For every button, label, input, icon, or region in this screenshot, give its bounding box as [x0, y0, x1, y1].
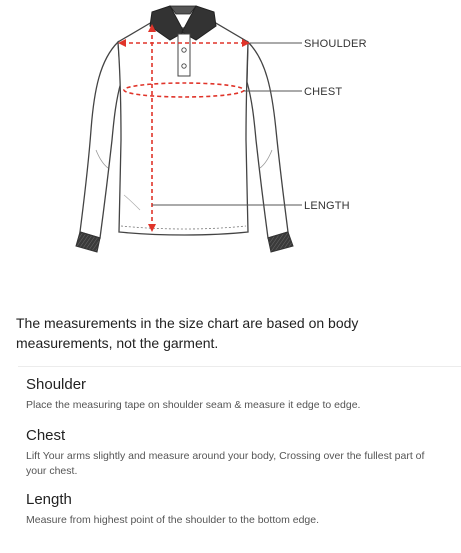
length-description: Measure from highest point of the shoulder to the bottom edge.: [26, 514, 320, 526]
length-section: [26, 490, 446, 528]
shirt-illustration: [0, 0, 461, 270]
length-title: Length: [26, 491, 72, 508]
left-sleeve: [80, 42, 121, 238]
shoulder-title: Shoulder: [26, 376, 87, 393]
right-sleeve: [247, 42, 288, 238]
button: [182, 48, 186, 52]
shoulder-description: Place the measuring tape on shoulder seam & measure it edge to edge.: [26, 399, 361, 411]
length-label: LENGTH: [304, 200, 350, 212]
shoulder-label: SHOULDER: [304, 38, 367, 50]
chest-title: Chest: [26, 427, 66, 444]
measurement-note: The measurements in the size chart are based on body measurements, not the garment.: [16, 315, 359, 351]
chest-description: Lift Your arms slightly and measure around your body, Crossing over the fullest part of your chest.: [26, 450, 425, 477]
shirt-measurement-diagram: [0, 0, 461, 270]
chest-label: CHEST: [304, 86, 343, 98]
divider: [18, 366, 461, 367]
placket: [178, 34, 190, 76]
button: [182, 64, 186, 68]
shoulder-section: [26, 375, 446, 413]
chest-section: [26, 426, 446, 479]
